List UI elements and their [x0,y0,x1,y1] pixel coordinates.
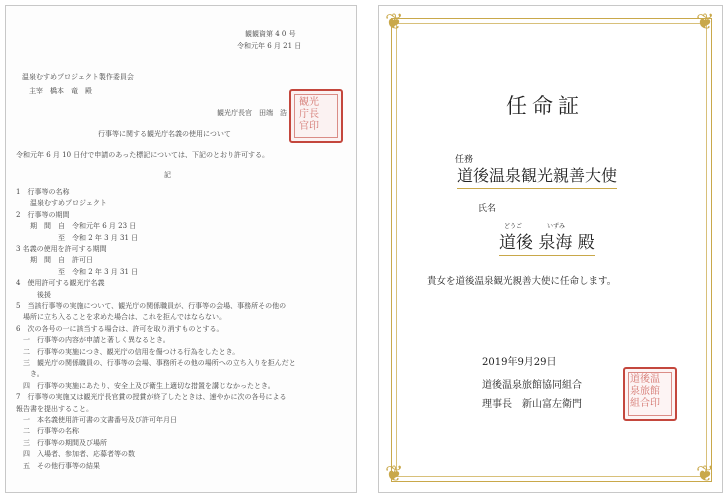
condition-line: 一 本名義使用許可書の文書番号及び許可年月日 [16,416,177,424]
condition-line: 一 行事等の内容が申請と著しく異なるとき。 [16,336,170,345]
condition-line: 二 行事等の実施につき、観光庁の信用を傷つける行為をしたとき。 [16,347,240,356]
role-label: 任務 [455,155,474,165]
condition-line: 1 行事等の名称 [16,188,70,196]
condition-line: 三 行事等の期間及び場所 [16,438,107,447]
issue-date: 2019年9月29日 [482,357,557,368]
condition-line: 五 その他行事等の結果 [16,461,100,470]
condition-line: 場所に立ち入ることを求めた場合は、これを拒んではならない。 [16,313,226,322]
issuer-name: 理事長 新山富左衛門 [482,399,582,410]
furigana-family: どうご [504,223,523,230]
corner-ornament-icon: ❦ [696,462,715,487]
condition-line: 4 使用許可する観光庁名義 [16,279,105,288]
corner-ornament-icon: ❦ [385,10,404,35]
appointee-name: 道後 泉海 殿 [499,228,595,256]
condition-line: 後援 [16,290,51,299]
role-title: 道後温泉観光親善大使 [457,163,617,189]
corner-ornament-icon: ❦ [696,10,715,35]
association-seal: 道後温 泉旅館 組合印 [623,367,677,421]
condition-line: き。 [16,370,44,379]
condition-line: 報告書を提出すること。 [16,404,93,413]
condition-line: 3 名義の使用を許可する期間 [16,245,107,253]
condition-line: 至 令和 2 年 3 月 31 日 [16,233,139,242]
issuer-organization: 道後温泉旅館協同組合 [482,380,582,391]
condition-line: 三 観光庁の関係職員の、行事等の会場、事務所その他の場所への立ち入りを拒んだと [16,359,296,367]
letter-subject: 行事等に関する観光庁名義の使用について [98,130,231,138]
condition-line: 温泉むすめプロジェクト [16,199,107,208]
recipient-name: 主宰 橋本 竜 殿 [29,87,92,95]
condition-line: 四 行事等の実施にあたり、安全上及び衛生上適切な措置を講じなかったとき。 [16,381,275,390]
condition-line: 5 当該行事等の実施について、観光庁の関係職員が、行事等の会場、事務所その他の [16,302,287,310]
document-number: 観観資第 4 0 号 [245,30,296,38]
condition-line: 二 行事等の名称 [16,427,79,436]
ki-heading: 記 [164,171,171,179]
sender-name: 観光庁長官 田端 浩 [217,109,287,117]
appointment-statement: 貴女を道後温泉観光親善大使に任命します。 [427,276,617,287]
recipient-organization: 温泉むすめプロジェクト製作委員会 [22,73,134,81]
official-seal: 観光 庁長 官印 [289,89,343,143]
name-label: 氏名 [478,204,497,214]
condition-line: 7 行事等の実施又は観光庁長官賞の授賞が終了したときは、速やかに次の各号による [16,393,287,402]
condition-line: 6 次の各号の一に該当する場合は、許可を取り消すものとする。 [16,324,224,333]
appointment-certificate [378,5,723,493]
condition-line: 期 間 自 許可日 [16,256,93,265]
condition-line: 期 間 自 令和元年 6 月 23 日 [16,222,137,231]
letter-body: 令和元年 6 月 10 日付で申請のあった標記については、下記のとおり許可する。 [16,151,270,159]
corner-ornament-icon: ❦ [385,462,404,487]
document-date: 令和元年 6 月 21 日 [237,42,302,50]
permission-letter [5,5,357,493]
certificate-title: 任命証 [506,94,584,118]
condition-line: 至 令和 2 年 3 月 31 日 [16,267,139,276]
condition-line: 四 入場者、参加者、応募者等の数 [16,450,135,459]
condition-line: 2 行事等の期間 [16,210,70,219]
furigana-given: いずみ [547,223,566,230]
